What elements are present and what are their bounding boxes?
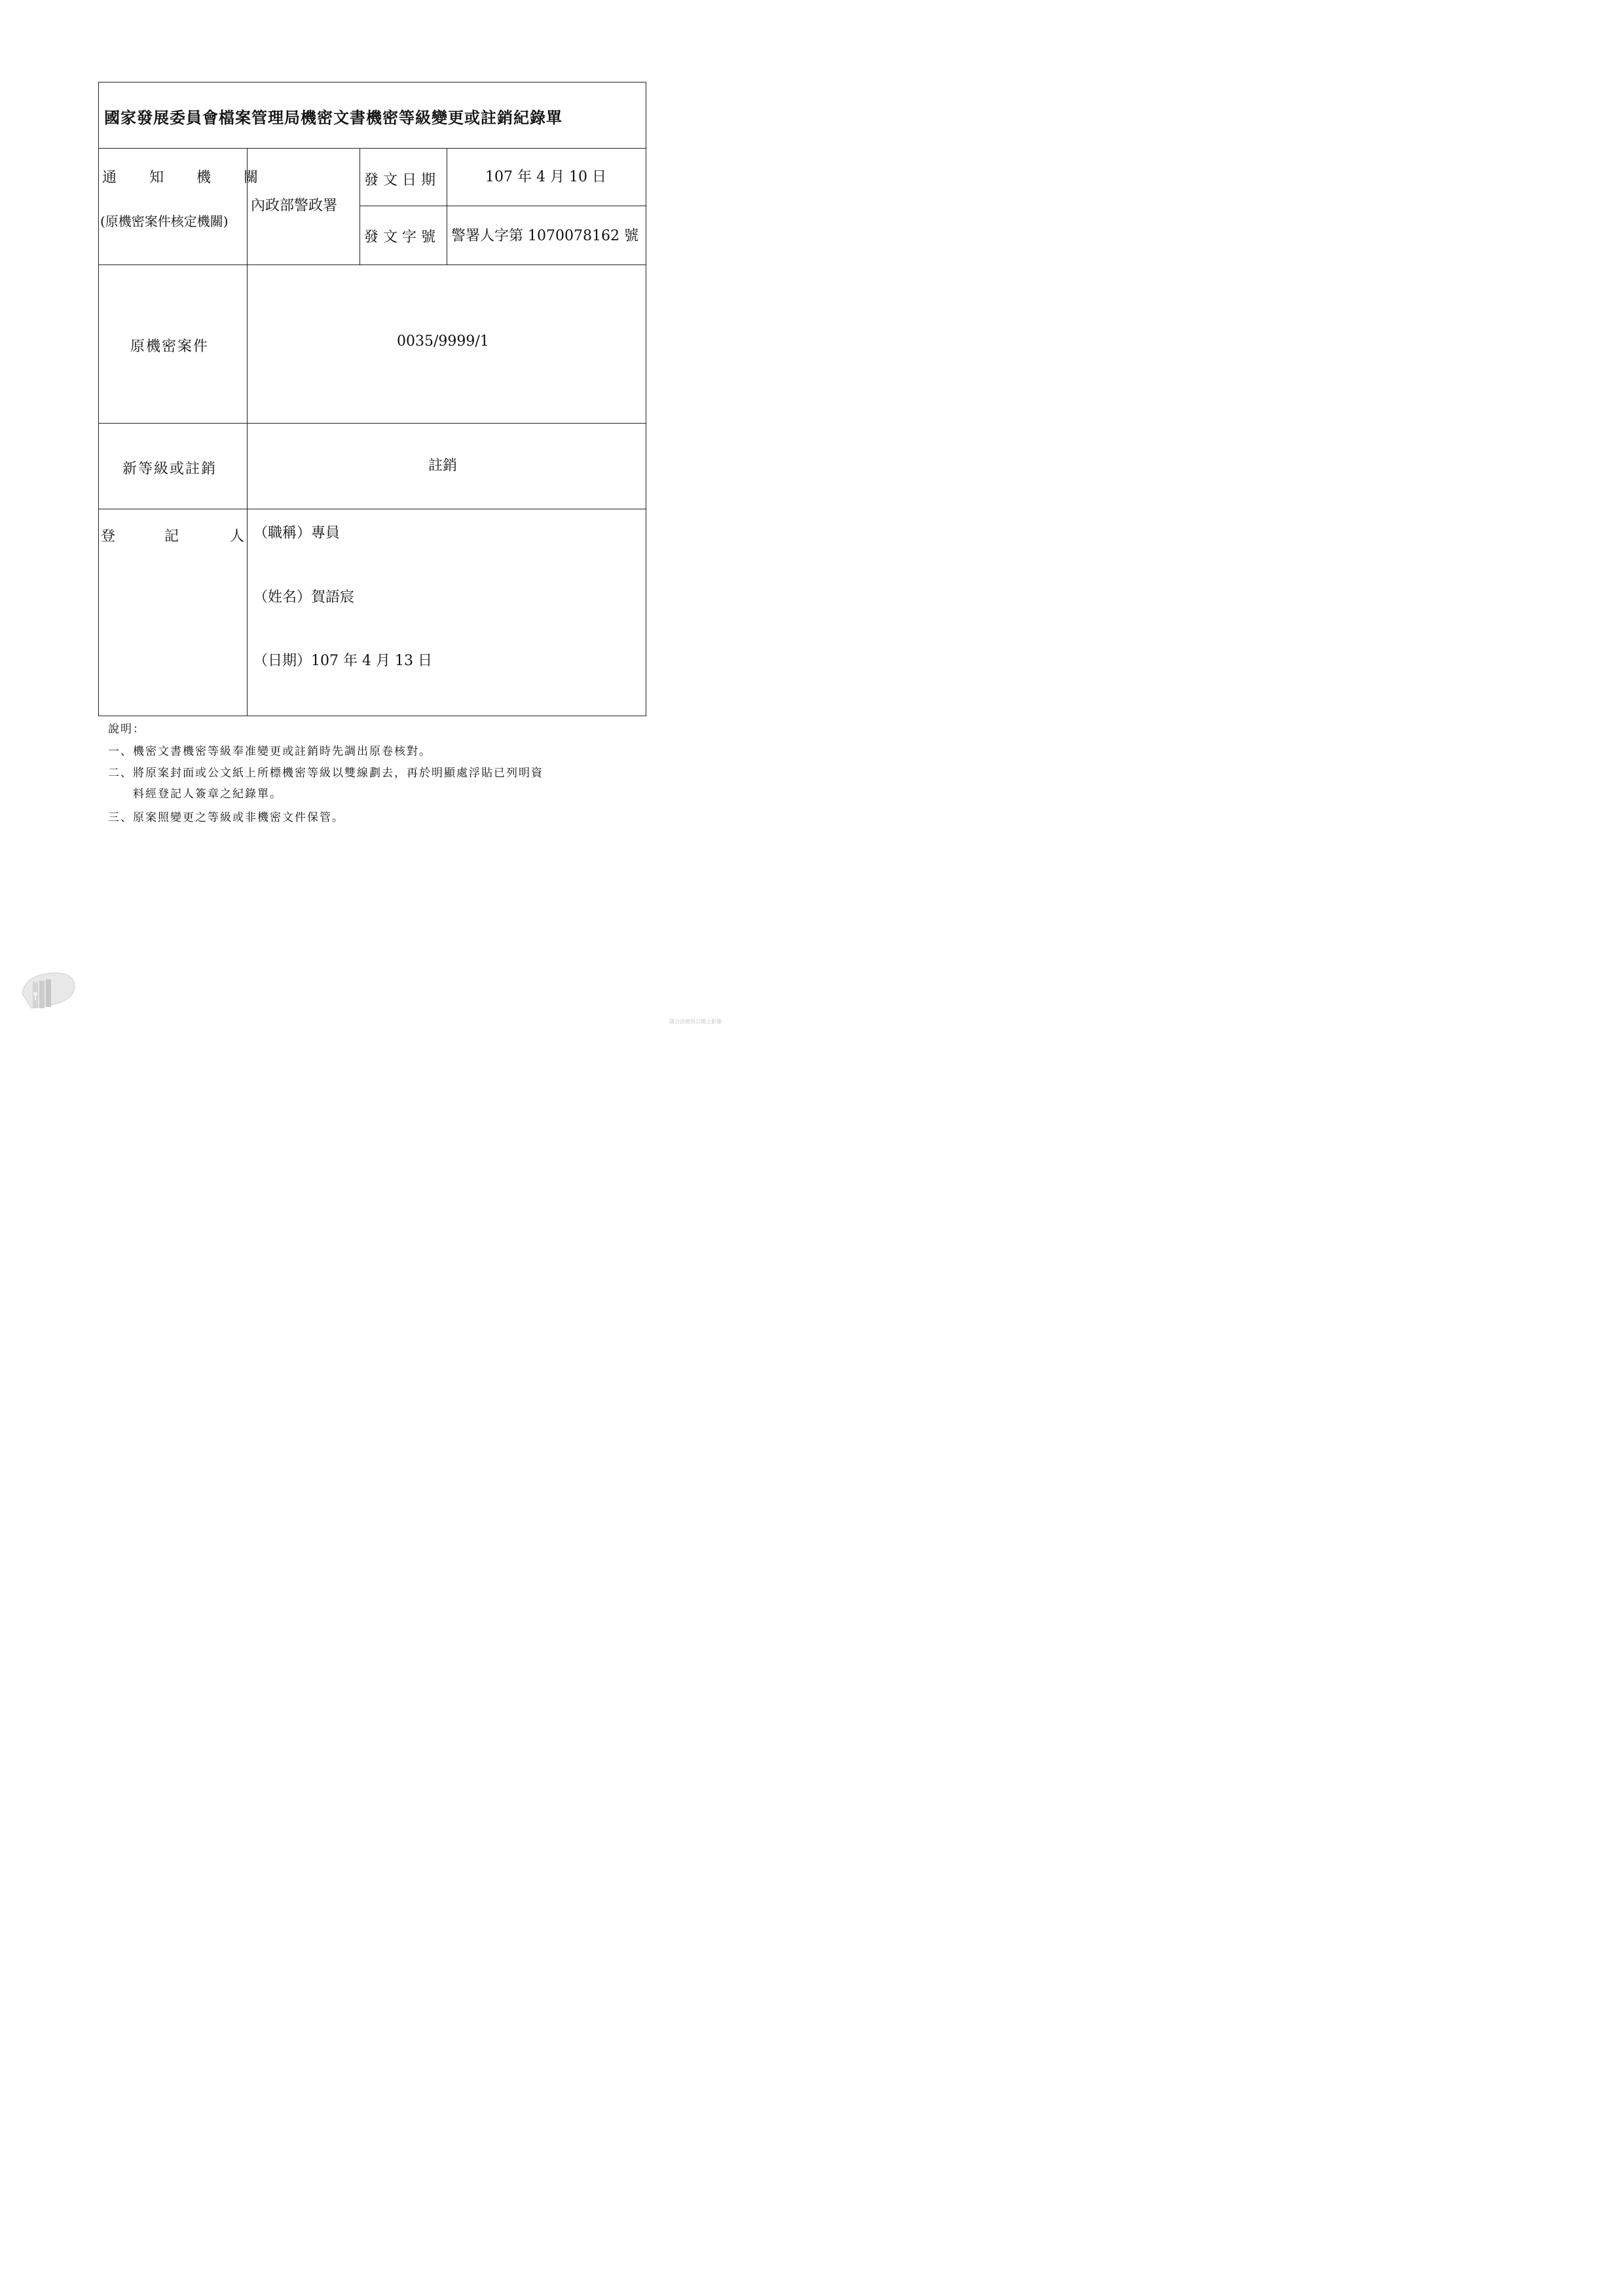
registrant-label-char: 記 [164,528,179,545]
footer-watermark: 請合法使用公開之影像 [669,1019,722,1025]
notifying-agency-label: 通 知 機 關 [102,170,268,186]
new-level-value: 註銷 [428,458,458,474]
record-form [98,82,646,716]
divider [99,423,646,424]
note-item: 一、機密文書機密等級奉准變更或註銷時先調出原卷核對。 [108,745,432,758]
issue-date-label: 發 文 日 期 [364,172,435,189]
notifying-agency-sublabel: (原機密案件核定機關) [100,213,229,229]
note-item: 料經登記人簽章之紀錄單。 [133,788,282,801]
registrant-label-char: 登 [101,528,116,545]
note-item: 三、原案照變更之等級或非機密文件保管。 [108,811,344,824]
registrant-date: （日期）107 年 4 月 13 日 [253,653,432,669]
registrant-name: （姓名）賀語宸 [253,589,355,606]
divider [99,148,646,149]
issue-number-value: 警署人字第 1070078162 號 [451,228,638,244]
divider [99,264,646,265]
note-item: 二、將原案封面或公文紙上所標機密等級以雙線劃去，再於明顯處浮貼已列明資 [108,767,544,780]
notes-heading: 說明： [108,723,145,736]
registrant-label-char: 人 [230,528,245,545]
issue-number-label: 發 文 字 號 [364,229,435,246]
new-level-label: 新等級或註銷 [122,461,217,477]
original-case-value: 0035/9999/1 [397,333,489,350]
notifying-agency-value: 內政部警政署 [251,198,338,214]
issue-date-value: 107 年 4 月 10 日 [485,169,606,185]
original-case-label: 原機密案件 [130,338,210,355]
form-title: 國家發展委員會檔案管理局機密文書機密等級變更或註銷紀錄單 [104,108,563,127]
divider [247,148,248,716]
registrant-title: （職稱）專員 [253,525,341,541]
archive-logo-icon [18,968,77,1013]
